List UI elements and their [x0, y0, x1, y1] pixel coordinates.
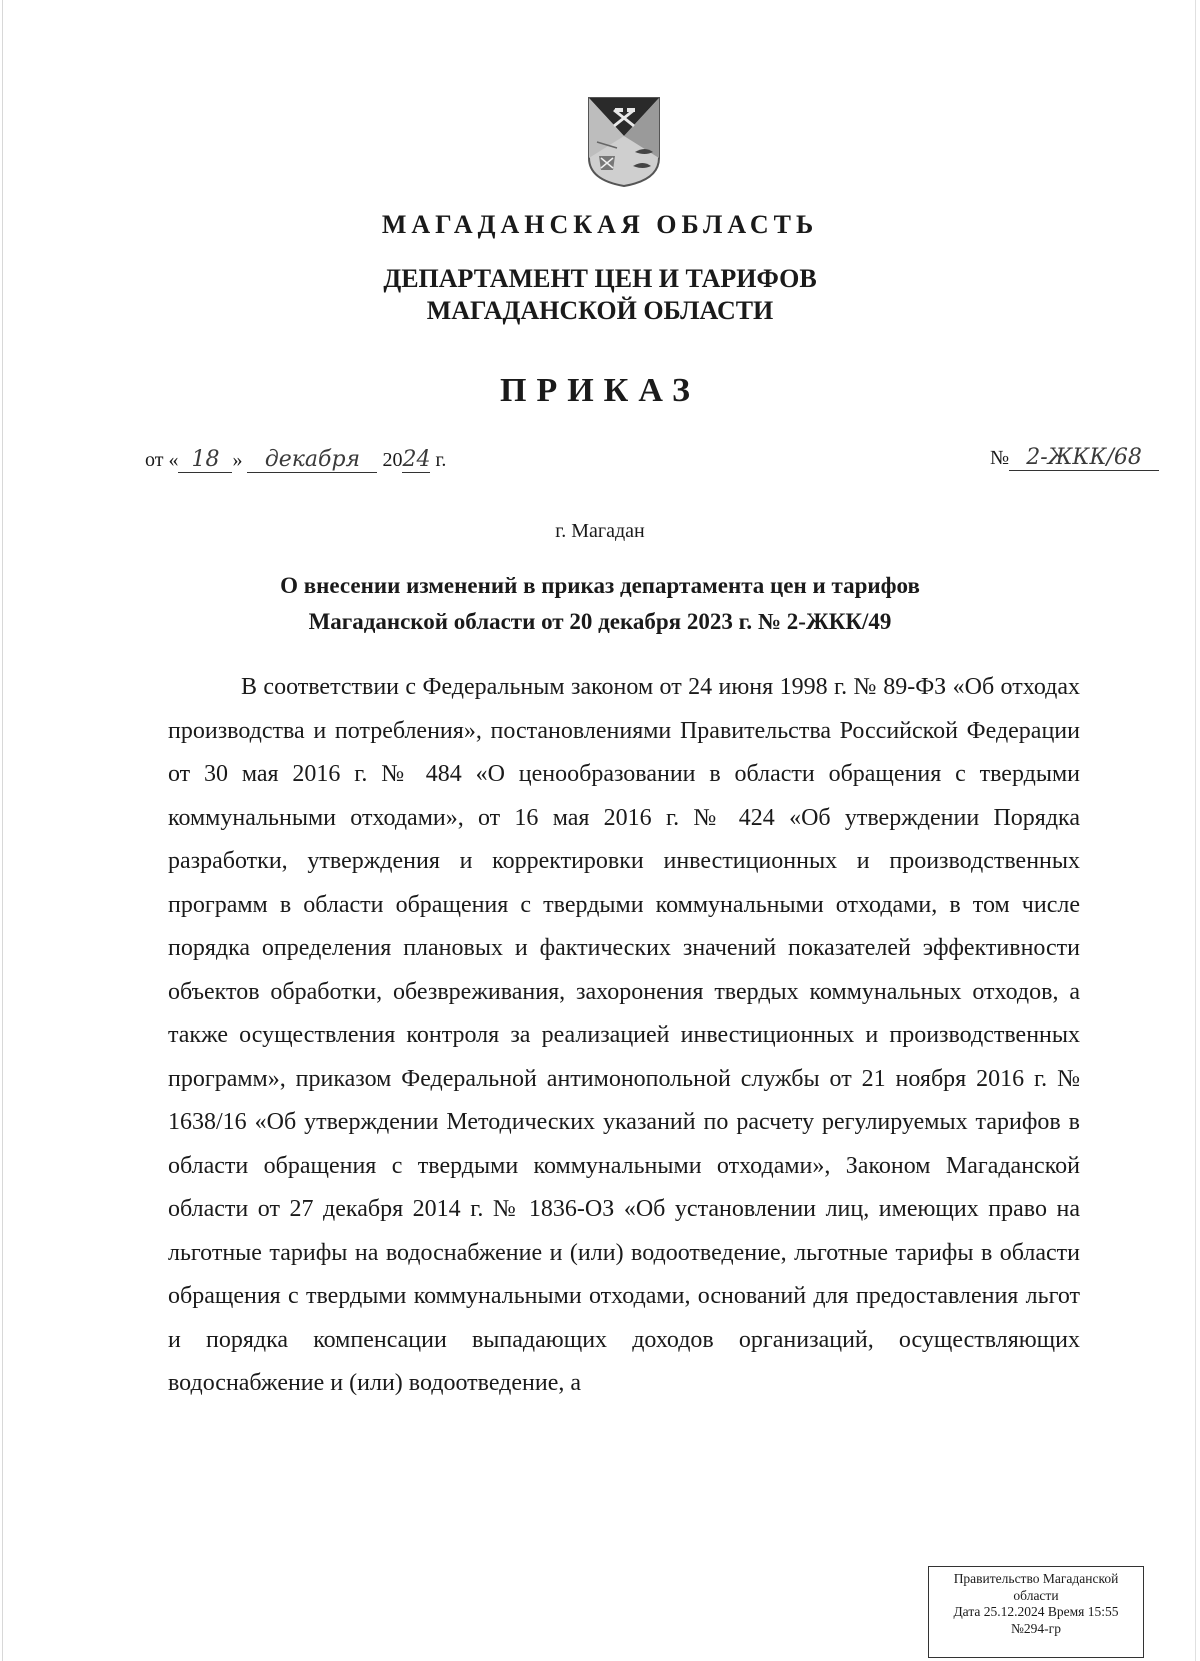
- region-name: МАГАДАНСКАЯ ОБЛАСТЬ: [381, 210, 819, 239]
- number-prefix: №: [990, 447, 1010, 469]
- date-mid: »: [232, 449, 243, 471]
- city: г. Магадан: [555, 520, 645, 542]
- stamp-line-3: Дата 25.12.2024 Время 15:55: [953, 1604, 1119, 1619]
- department-line-1: ДЕПАРТАМЕНТ ЦЕН И ТАРИФОВ: [383, 264, 817, 293]
- number-handwritten: 2-ЖКК/68: [1009, 446, 1159, 471]
- date-year-handwritten: 24: [402, 447, 431, 472]
- order-date: [145, 448, 446, 473]
- subject-line-1: О внесении изменений в приказ департамента цен и тарифов: [280, 573, 920, 598]
- scan-edge-right: [1195, 0, 1196, 1661]
- body-paragraph: В соответствии с Федеральным законом от 24 июня 1998 г. № 89-ФЗ «Об отходах производства и потребления», постановлениями Правительства Российской Федерации от 30 мая 2016 г. № 484 «О ценообразовании в области обращения с твердыми коммунальными отходами», от 16 мая 2016 г. № 424 «Об утверждении Порядка разработки, утверждения и корректировки инвестиционных и производственных программ в области обращения с твердыми коммунальными отходами, в том числе порядка определения плановых и фактических значений показателей эффективности объектов обработки, обезвреживания, захоронения твердых коммунальных отходов, а также осуществления контроля за реализацией инвестиционных и производственных программ», приказом Федеральной антимонопольной службы от 21 ноября 2016 г. № 1638/16 «Об утверждении Методических указаний по расчету регулируемых тарифов в области обращения с твердыми коммунальными отходами», Законом Магаданской области от 27 декабря 2014 г. № 1836-ОЗ «Об установлении лиц, имеющих право на льготные тарифы на водоснабжение и (или) водоотведение, льготные тарифы в области обращения с твердыми коммунальными отходами, оснований для предоставления льгот и порядка компенсации выпадающих доходов организаций, осуществляющих водоснабжение и (или) водоотведение, а: [168, 674, 1080, 1396]
- stamp-line-4: №294-гр: [1011, 1620, 1061, 1636]
- date-day-handwritten: 18: [178, 448, 232, 473]
- department-line-2: МАГАДАНСКОЙ ОБЛАСТИ: [426, 296, 774, 325]
- magadan-coat-of-arms-icon: [587, 96, 661, 188]
- date-month-handwritten: декабря: [247, 448, 377, 473]
- scan-edge-left: [2, 0, 3, 1661]
- order-number: [990, 446, 1159, 471]
- date-year-prefix: 20: [382, 449, 403, 471]
- subject-line-2: Магаданской области от 20 декабря 2023 г. № 2-ЖКК/49: [308, 609, 892, 634]
- order-subject: [0, 568, 1200, 640]
- date-suffix: г.: [435, 449, 447, 471]
- registration-stamp: [928, 1566, 1144, 1658]
- stamp-line-2: области: [1013, 1587, 1059, 1603]
- department-name: [0, 263, 1200, 327]
- document-type: ПРИКАЗ: [500, 372, 700, 409]
- stamp-line-1: Правительство Магаданской: [953, 1571, 1119, 1586]
- date-prefix: от «: [145, 449, 179, 471]
